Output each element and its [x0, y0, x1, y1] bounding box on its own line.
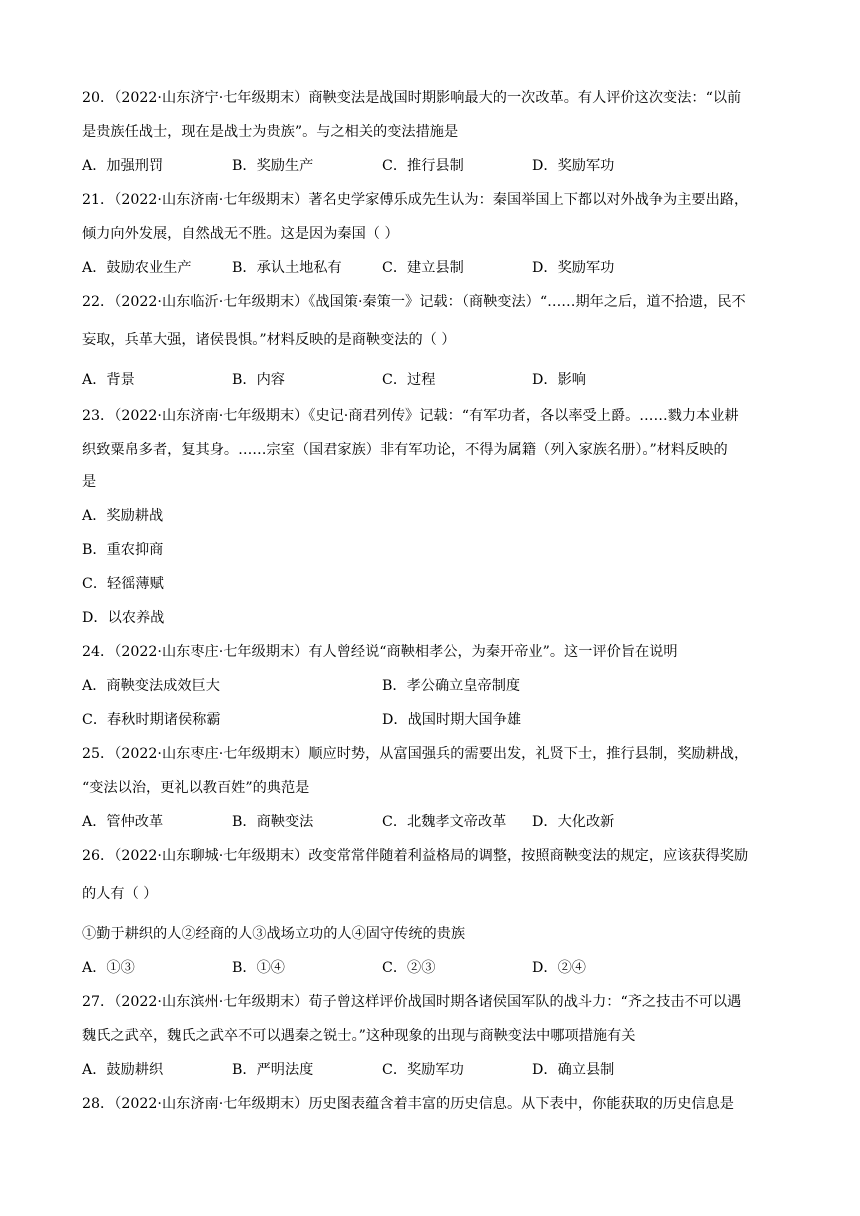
- q20-option-d[interactable]: D．奖励军功: [532, 158, 615, 174]
- q26-line-1: 26．（2022·山东聊城·七年级期末）改变常常伴随着利益格局的调整，按照商鞅变法的规定，应该获得奖励: [82, 848, 749, 864]
- q22-line-1: 22．（2022·山东临沂·七年级期末）《战国策·秦策一》记载：（商鞅变法）“……期年之后，道不拾遗，民不: [82, 294, 746, 310]
- q21-line-2: 倾力向外发展，自然战无不胜。这是因为秦国（ ）: [82, 226, 399, 242]
- q25-line-2: “变法以治，更礼以教百姓”的典范是: [82, 780, 310, 796]
- q22-option-b[interactable]: B．内容: [232, 372, 285, 388]
- q21-option-d[interactable]: D．奖励军功: [532, 260, 615, 276]
- q24-option-c[interactable]: C．春秋时期诸侯称霸: [82, 712, 221, 728]
- q21-option-c[interactable]: C．建立县制: [382, 260, 464, 276]
- q25-option-c[interactable]: C．北魏孝文帝改革: [382, 814, 507, 830]
- q23-option-c[interactable]: C．轻徭薄赋: [82, 576, 164, 592]
- q24-option-b[interactable]: B．孝公确立皇帝制度: [382, 678, 521, 694]
- q26-option-b[interactable]: B．①④: [232, 960, 285, 976]
- q20-option-c[interactable]: C．推行县制: [382, 158, 464, 174]
- q27-option-a[interactable]: A．鼓励耕织: [82, 1062, 164, 1078]
- q22-option-c[interactable]: C．过程: [382, 372, 436, 388]
- q21-line-1: 21．（2022·山东济南·七年级期末）著名史学家傅乐成先生认为：秦国举国上下都以对外战争为主要出路，: [82, 192, 749, 208]
- q27-option-b[interactable]: B．严明法度: [232, 1062, 314, 1078]
- q27-line-1: 27．（2022·山东滨州·七年级期末）荀子曾这样评价战国时期各诸侯国军队的战斗力：“齐之技击不可以遇: [82, 994, 742, 1010]
- q22-option-a[interactable]: A．背景: [82, 372, 135, 388]
- q25-option-d[interactable]: D．大化改新: [532, 814, 615, 830]
- q21-option-b[interactable]: B．承认土地私有: [232, 260, 342, 276]
- q22-option-d[interactable]: D．影响: [532, 372, 586, 388]
- q20-option-b[interactable]: B．奖励生产: [232, 158, 314, 174]
- q27-line-2: 魏氏之武卒，魏氏之武卒不可以遇秦之锐士。”这种现象的出现与商鞅变法中哪项措施有关: [82, 1028, 636, 1044]
- q27-option-c[interactable]: C．奖励军功: [382, 1062, 464, 1078]
- q26-line-3: ①勤于耕织的人②经商的人③战场立功的人④固守传统的贵族: [82, 926, 466, 942]
- q23-line-3: 是: [82, 474, 97, 490]
- q25-line-1: 25．（2022·山东枣庄·七年级期末）顺应时势，从富国强兵的需要出发，礼贤下士，推行县制，奖励耕战，: [82, 746, 749, 762]
- q28-line-1: 28．（2022·山东济南·七年级期末）历史图表蕴含着丰富的历史信息。从下表中，你能获取的历史信息是: [82, 1096, 734, 1112]
- q23-line-1: 23．（2022·山东济南·七年级期末）《史记·商君列传》记载：“有军功者，各以率受上爵。……戮力本业耕: [82, 408, 739, 424]
- q20-line-2: 是贵族任战士，现在是战士为贵族”。与之相关的变法措施是: [82, 124, 459, 140]
- q22-line-2: 妄取，兵革大强，诸侯畏惧。”材料反映的是商鞅变法的（ ）: [82, 332, 456, 348]
- q23-option-a[interactable]: A．奖励耕战: [82, 508, 164, 524]
- q20-line-1: 20．（2022·山东济宁·七年级期末）商鞅变法是战国时期影响最大的一次改革。有人评价这次变法：“以前: [82, 90, 742, 106]
- q20-option-a[interactable]: A．加强刑罚: [82, 158, 164, 174]
- q25-option-b[interactable]: B．商鞅变法: [232, 814, 314, 830]
- q24-line-1: 24．（2022·山东枣庄·七年级期末）有人曾经说“商鞅相孝公，为秦开帝业”。这一评价旨在说明: [82, 644, 678, 660]
- q23-option-b[interactable]: B．重农抑商: [82, 542, 164, 558]
- q25-option-a[interactable]: A．管仲改革: [82, 814, 164, 830]
- q23-option-d[interactable]: D．以农养战: [82, 610, 165, 626]
- q26-line-2: 的人有（ ）: [82, 886, 158, 902]
- q27-option-d[interactable]: D．确立县制: [532, 1062, 615, 1078]
- q23-line-2: 织致粟帛多者，复其身。……宗室（国君家族）非有军功论，不得为属籍（列入家族名册）。”材料反映的: [82, 442, 728, 458]
- q21-option-a[interactable]: A．鼓励农业生产: [82, 260, 192, 276]
- q24-option-a[interactable]: A．商鞅变法成效巨大: [82, 678, 220, 694]
- q26-option-c[interactable]: C．②③: [382, 960, 436, 976]
- q24-option-d[interactable]: D．战国时期大国争雄: [382, 712, 522, 728]
- q26-option-d[interactable]: D．②④: [532, 960, 586, 976]
- q26-option-a[interactable]: A．①③: [82, 960, 135, 976]
